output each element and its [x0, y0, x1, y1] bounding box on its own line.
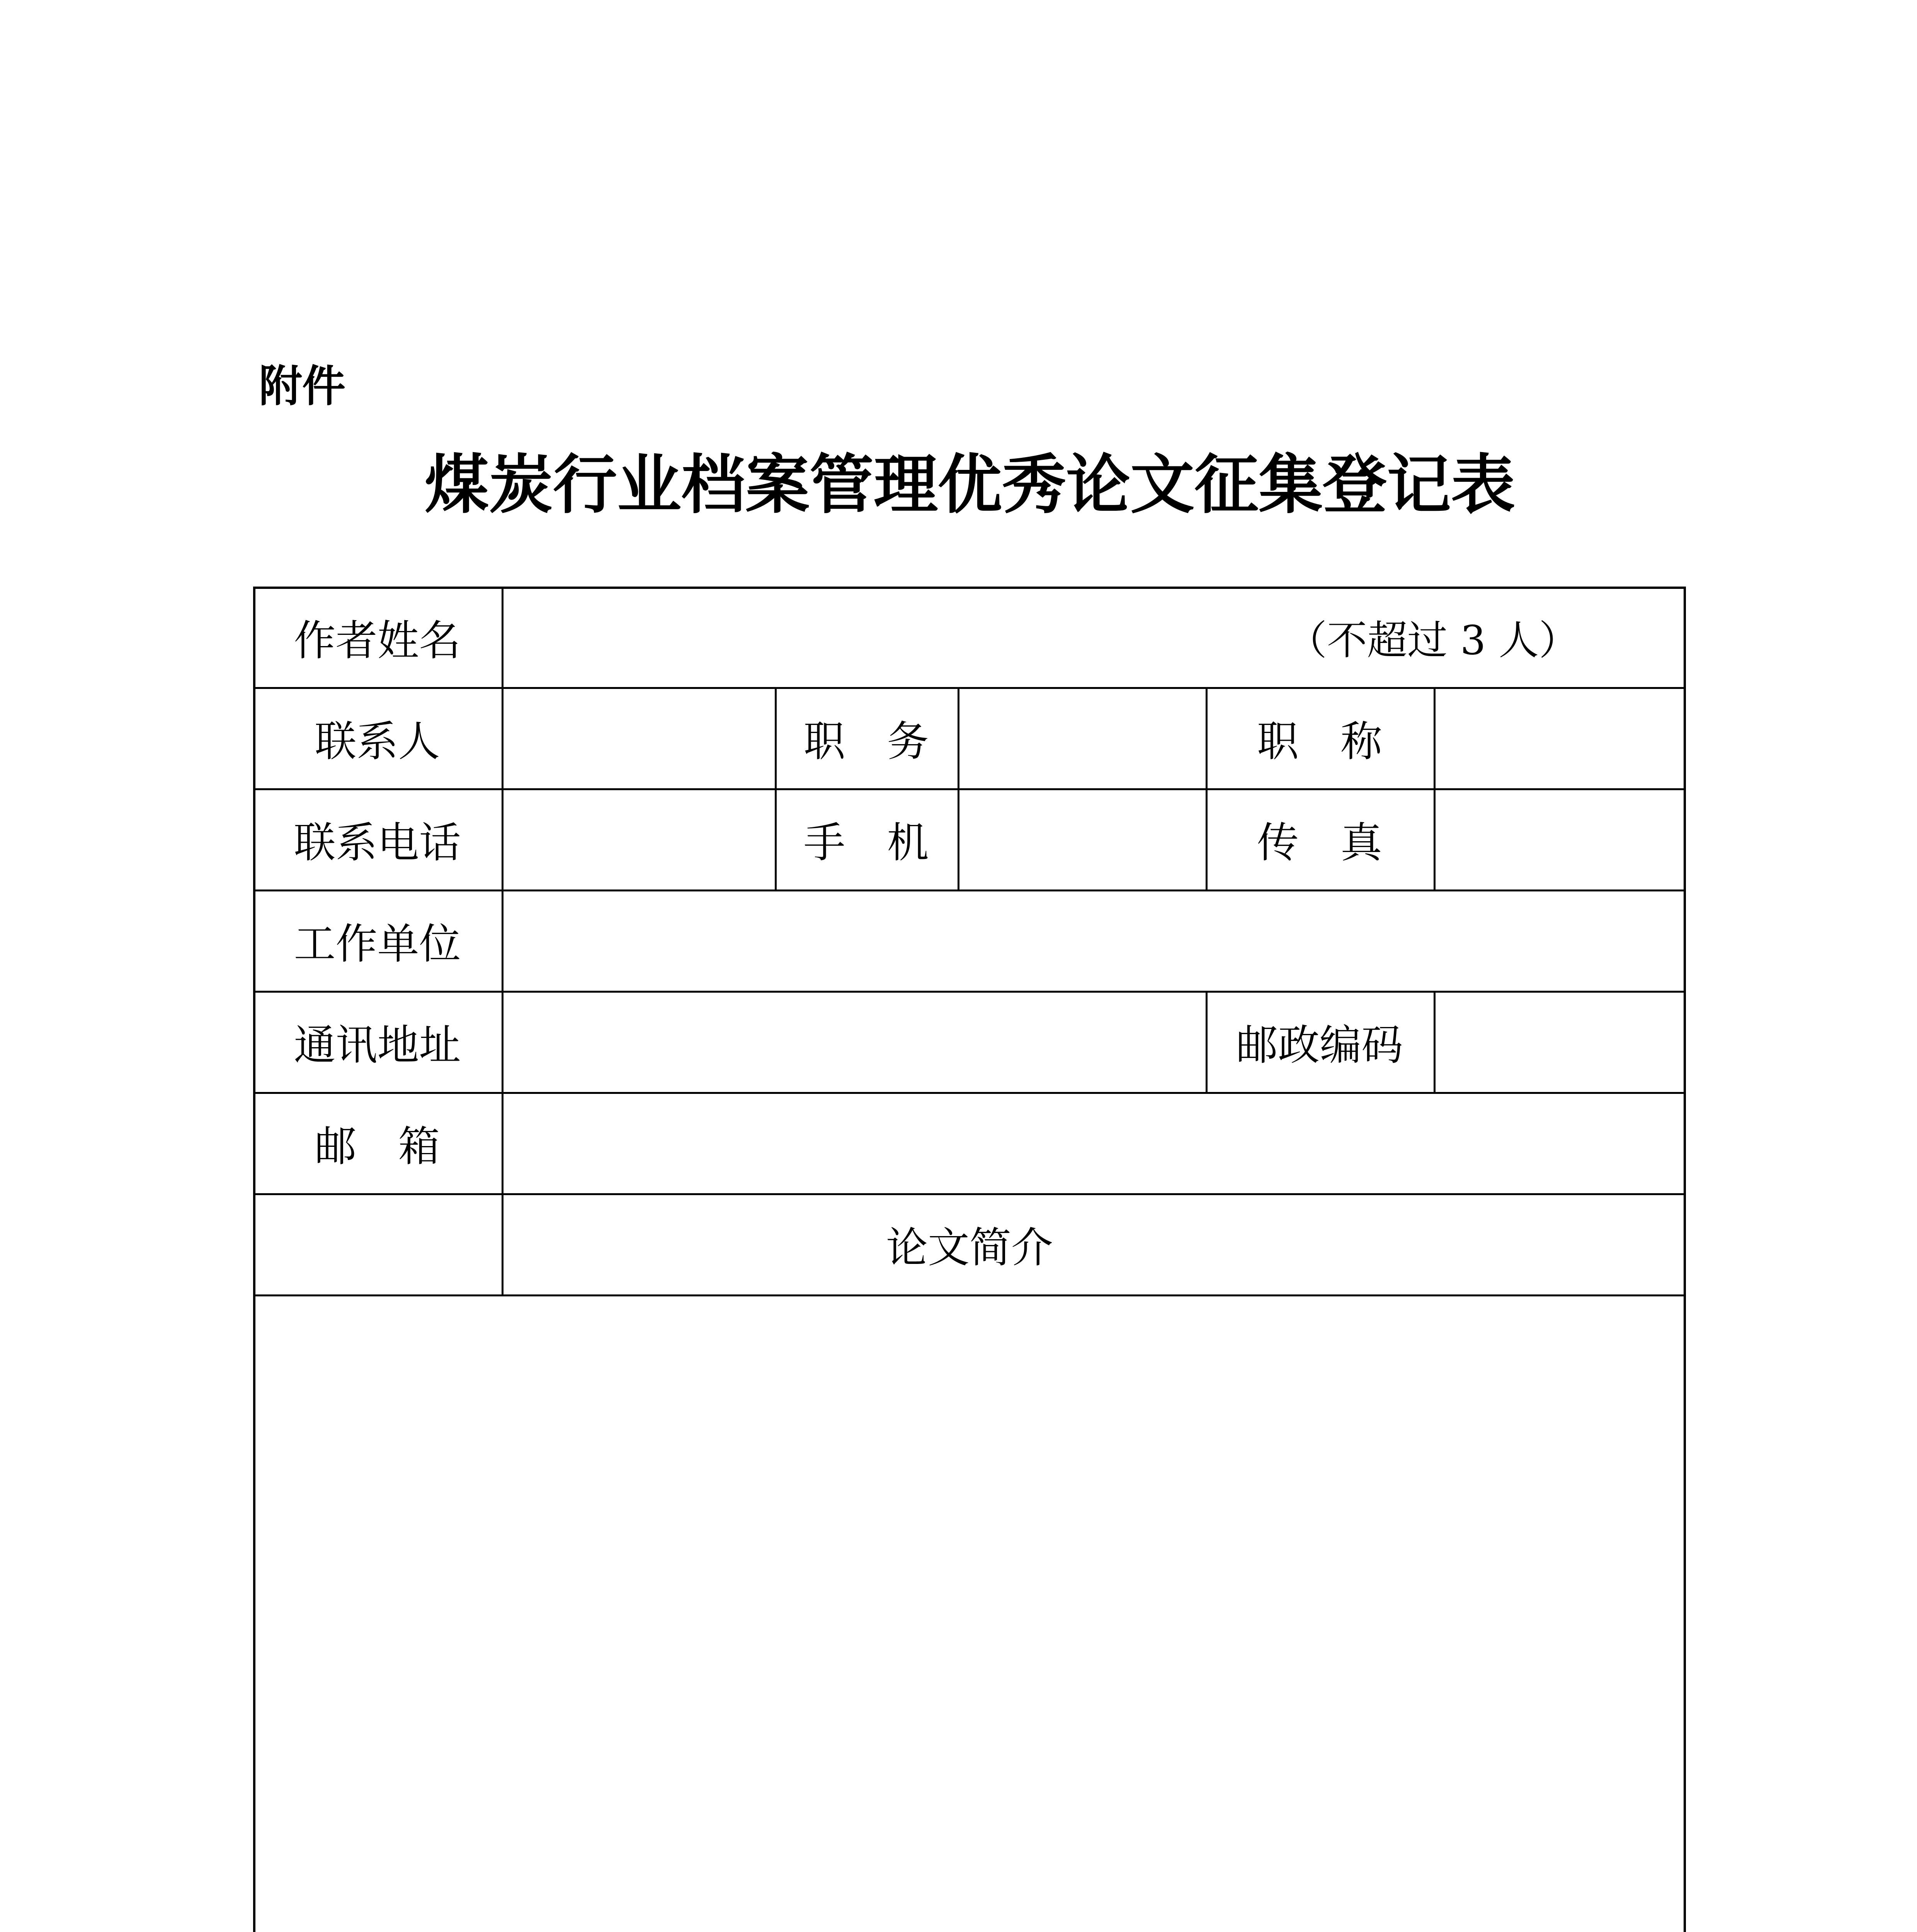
column-divider [1434, 991, 1436, 1092]
column-divider [958, 687, 959, 889]
contact-phone-label: 联系电话 [294, 818, 461, 867]
professional-title-label: 职 称 [1257, 717, 1382, 766]
attachment-label: 附件 [259, 361, 345, 412]
author-limit-note: （不超过 3 人） [1287, 617, 1579, 664]
document-title: 煤炭行业档案管理优秀论文征集登记表 [425, 447, 1515, 522]
position-label: 职 务 [803, 717, 929, 766]
email-label: 邮 箱 [315, 1122, 440, 1171]
column-divider [1434, 687, 1436, 889]
abstract-content-area[interactable] [255, 1296, 1684, 1932]
mailing-address-label: 通讯地址 [294, 1021, 461, 1070]
abstract-header: 论文简介 [886, 1223, 1053, 1272]
mobile-label: 手 机 [803, 818, 929, 867]
postal-code-label: 邮政编码 [1236, 1021, 1403, 1070]
fax-label: 传 真 [1257, 818, 1382, 867]
author-name-label: 作者姓名 [294, 616, 461, 665]
work-unit-label: 工作单位 [294, 920, 461, 968]
contact-person-label: 联系人 [315, 717, 440, 766]
column-divider [502, 587, 503, 1294]
